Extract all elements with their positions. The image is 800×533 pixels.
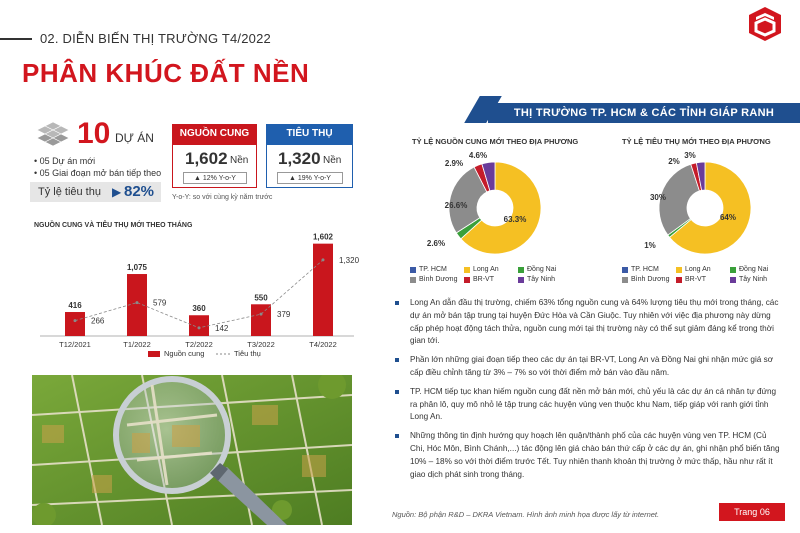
x-tick-label: T12/2021: [59, 340, 91, 349]
legend-item: [410, 276, 458, 283]
commentary-paragraph: TP. HCM tiếp tục khan hiếm nguồn cung đất nền mở bán mới, chủ yếu là các dự án cá nhân tự đứng ra phân lô, quy mô nhỏ lẻ tập trung các huyện vùng ven thuộc khu Nam, tiếp giáp với ranh giới tỉnh Long An.: [392, 386, 780, 424]
pie-slice-label: 30%: [649, 193, 667, 202]
pie-slice-label: 3%: [684, 151, 696, 160]
legend-swatch: [410, 267, 416, 273]
page-title: PHÂN KHÚC ĐẤT NỀN: [22, 58, 310, 88]
legend-item: [464, 276, 512, 283]
legend-swatch: [730, 267, 736, 273]
legend-item: [622, 266, 670, 273]
sales-point-label: 579: [153, 298, 167, 308]
pie-slice-label: 64%: [719, 213, 737, 222]
legend-label: Long An: [685, 266, 711, 273]
page-number-badge: Trang 06: [719, 503, 785, 521]
ratio-arrow-icon: ▶: [112, 185, 122, 199]
yoy-footnote: Y-o-Y: so với cùng kỳ năm trước: [172, 194, 273, 201]
sales-point: [74, 319, 77, 322]
legend-supply-swatch: [148, 351, 160, 357]
legend-swatch: [410, 277, 416, 283]
legend-label: Đồng Nai: [527, 266, 557, 273]
legend-row: [410, 276, 566, 283]
legend-swatch: [622, 277, 628, 283]
pie-slice-label: 2.6%: [426, 239, 446, 248]
sales-yoy-badge: ▲ 19% Y-o-Y: [277, 172, 343, 184]
supply-bar-label: 550: [254, 293, 268, 303]
section-divider: [0, 38, 32, 40]
magnifier-land-photo: [32, 375, 352, 525]
commentary: [392, 297, 780, 487]
sales-value: 1,320: [278, 149, 321, 168]
supply-unit: Nền: [230, 155, 249, 166]
legend-row: [622, 276, 778, 283]
sales-point: [322, 258, 325, 261]
x-tick-label: T3/2022: [247, 340, 275, 349]
legend-swatch: [518, 277, 524, 283]
bullet-icon: [395, 358, 399, 362]
pie-slice-label: 1%: [644, 241, 656, 250]
legend-swatch: [464, 277, 470, 283]
next-phase-line: • 05 Giai đoạn mở bán tiếp theo: [34, 168, 162, 178]
market-banner: THỊ TRƯỜNG TP. HCM & CÁC TỈNH GIÁP RANH: [488, 103, 800, 123]
legend-supply-label: Nguồn cung: [164, 349, 205, 358]
commentary-paragraph: Long An dẫn đầu thị trường, chiếm 63% tổng nguồn cung và 64% lượng tiêu thụ mới trong tháng, các dự án mở bán tập trung tại huyện Đức Hòa và Cần Giuộc. Tuy nhiên với việc địa phương này dừng cấp phép hoạt động tách thửa, nguồn cung mới tại thị trường này có thể sụt giảm đáng kể trong thời gian tới.: [392, 297, 780, 348]
sales-point-label: 1,320: [339, 255, 360, 265]
commentary-paragraph: Những thông tin định hướng quy hoạch lên quận/thành phố của các huyện vùng ven TP. HCM (Củ Chi, Hóc Môn, Bình Chánh,...) tác động lên giá chào bán thứ cấp ở các dự án, ghi nhận phổ biến tăng 10% – 18% so với thời điểm trước Tết. Tuy nhiên thanh khoản thị trường ở mức thấp, hầu như rất ít giao dịch phát sinh trong tháng.: [392, 430, 780, 481]
commentary-paragraph: Phần lớn những giai đoạn tiếp theo các dự án tại BR-VT, Long An và Đồng Nai ghi nhận mức giá sơ cấp điều chỉnh tăng từ 3% – 7% so với thời điểm mở bán vào đầu năm.: [392, 354, 780, 380]
pie-slice-label: 63.3%: [503, 215, 527, 224]
supply-bar-label: 416: [68, 301, 82, 311]
sales-pie-legend: [622, 266, 778, 286]
sales-unit: Nền: [323, 155, 342, 166]
legend-label: TP. HCM: [419, 266, 447, 273]
bar-chart-title: NGUỒN CUNG VÀ TIÊU THỤ MỚI THEO THÁNG: [34, 222, 193, 229]
bullet-icon: [395, 301, 399, 305]
supply-sales-bar-chart: [30, 228, 360, 373]
sales-point: [198, 326, 201, 329]
supply-share-title: TỶ LỆ NGUỒN CUNG MỚI THEO ĐỊA PHƯƠNG: [412, 137, 579, 146]
bullet-icon: [395, 390, 399, 394]
legend-label: BR-VT: [685, 276, 706, 283]
legend-sales-label: Tiêu thụ: [234, 349, 261, 358]
supply-bar: [189, 315, 209, 336]
x-tick-label: T1/2022: [123, 340, 151, 349]
sales-share-title: TỶ LỆ TIÊU THỤ MỚI THEO ĐỊA PHƯƠNG: [622, 137, 771, 146]
legend-row: [410, 266, 566, 273]
pie-slice-label: 2.9%: [444, 159, 464, 168]
legend-label: Đồng Nai: [739, 266, 769, 273]
legend-swatch: [676, 277, 682, 283]
supply-yoy-badge: ▲ 12% Y-o-Y: [183, 172, 247, 184]
project-count: 10: [77, 117, 111, 150]
legend-item: [676, 276, 724, 283]
sales-point-label: 142: [215, 323, 229, 333]
absorption-ratio-label: Tỷ lệ tiêu thụ: [38, 186, 101, 198]
legend-item: [518, 276, 566, 283]
sales-point: [260, 313, 263, 316]
x-tick-label: T2/2022: [185, 340, 213, 349]
legend-label: Tây Ninh: [527, 276, 556, 283]
company-logo-icon: [748, 6, 782, 42]
legend-swatch: [730, 277, 736, 283]
supply-card-header: NGUỒN CUNG: [172, 124, 257, 144]
supply-share-pie: [420, 150, 570, 262]
absorption-ratio-value: 82%: [124, 183, 155, 200]
pie-slice-label: 4.6%: [468, 151, 488, 160]
legend-item: [410, 266, 458, 273]
supply-bar-label: 1,075: [126, 263, 148, 273]
supply-bar-label: 1,602: [312, 232, 334, 242]
supply-bar-label: 360: [192, 304, 206, 314]
legend-label: Long An: [473, 266, 499, 273]
x-tick-label: T4/2022: [309, 340, 337, 349]
supply-bar: [65, 312, 85, 336]
source-note: Nguồn: Bộ phận R&D – DKRA Vietnam. Hình ảnh minh họa được lấy từ internet.: [392, 510, 660, 519]
section-label: 02. DIỄN BIẾN THỊ TRƯỜNG T4/2022: [40, 31, 271, 46]
legend-item: [622, 276, 670, 283]
sales-share-pie: [630, 150, 780, 262]
sales-card-header: TIÊU THỤ: [266, 124, 353, 144]
land-plots-icon: [36, 120, 70, 148]
legend-row: [622, 266, 778, 273]
legend-swatch: [518, 267, 524, 273]
legend-item: [676, 266, 724, 273]
pie-slice-label: 2%: [668, 157, 680, 166]
legend-swatch: [622, 267, 628, 273]
supply-bar: [251, 304, 271, 336]
legend-label: Bình Dương: [631, 276, 670, 283]
legend-item: [518, 266, 566, 273]
project-count-unit: DỰ ÁN: [115, 131, 154, 145]
bullet-icon: [395, 434, 399, 438]
legend-item: [464, 266, 512, 273]
supply-pie-legend: [410, 266, 566, 286]
sales-point-label: 266: [91, 316, 105, 326]
supply-value: 1,602: [185, 149, 228, 168]
legend-label: TP. HCM: [631, 266, 659, 273]
legend-swatch: [676, 267, 682, 273]
legend-item: [730, 266, 778, 273]
legend-swatch: [464, 267, 470, 273]
pie-slice-label: 26.6%: [444, 201, 468, 210]
supply-bar: [313, 244, 333, 336]
sales-point: [136, 301, 139, 304]
legend-label: BR-VT: [473, 276, 494, 283]
legend-label: Bình Dương: [419, 276, 458, 283]
legend-item: [730, 276, 778, 283]
sales-point-label: 379: [277, 310, 291, 320]
legend-label: Tây Ninh: [739, 276, 768, 283]
new-projects-line: • 05 Dự án mới: [34, 156, 96, 166]
